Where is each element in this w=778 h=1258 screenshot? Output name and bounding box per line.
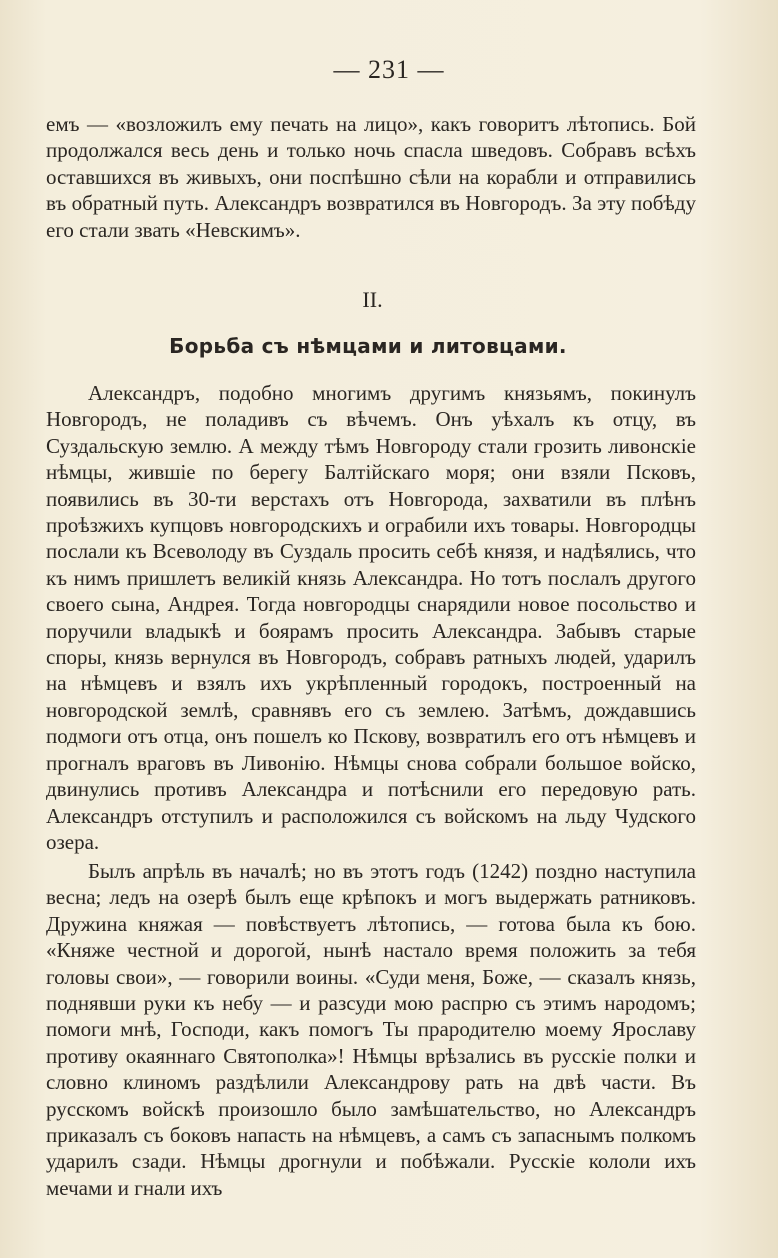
paragraph-text: емъ — «возложилъ ему печать на лицо», какъ говоритъ лѣтопись. Бой продолжался весь день и только ночь спасла шведовъ. Собравъ всѣхъ оставшихся въ живыхъ, они поспѣшно сѣли на корабли и отправились въ обратный путь. Александръ возвратился въ Новгородъ. За эту побѣду его стали звать «Невскимъ». — [46, 112, 696, 242]
paragraph-text: Александръ, подобно многимъ другимъ князьямъ, покинулъ Новгородъ, не поладивъ съ вѣчемъ. Онъ уѣхалъ къ отцу, въ Суздальскую землю. А между тѣмъ Новгороду стали грозить ливонскіе нѣмцы, жившіе по берегу Балтійскаго моря; они взяли Псковъ, появились въ 30-ти верстахъ отъ Новгорода, захватили въ плѣнъ проѣзжихъ купцовъ новгородскихъ и ограбили ихъ товары. Новгородцы послали къ Всеволоду въ Суздаль просить себѣ князя, и надѣялись, что къ нимъ пришлетъ великій князь Александра. Но тотъ послалъ другого своего сына, Андрея. Тогда новгородцы снарядили новое посольство и поручили владыкѣ и боярамъ просить Александра. Забывъ старые споры, князь вернулся въ Новгородъ, собравъ ратныхъ людей, ударилъ на нѣмцевъ и взялъ ихъ укрѣпленный городокъ, построенный на новгородской землѣ, сравнявъ его съ землею. Затѣмъ, дождавшись подмоги отъ отца, онъ пошелъ ко Пскову, возвратилъ его отъ нѣмцевъ и прогналъ враговъ въ Ливонію. Нѣмцы снова собрали большое войско, двинулись противъ Александра и потѣснили его передовую рать. Александръ отступилъ и расположился съ войскомъ на льду Чудского озера. — [46, 381, 696, 854]
paragraph-two — [46, 858, 696, 1201]
paragraph-one — [46, 380, 696, 855]
section-number: II. — [362, 287, 383, 312]
page-number: — 231 — — [333, 55, 445, 84]
continuation-paragraph — [46, 111, 696, 243]
paragraph-text: Былъ апрѣль въ началѣ; но въ этотъ годъ (1242) поздно наступила весна; ледъ на озерѣ былъ еще крѣпокъ и могъ выдержать ратниковъ. Дружина княжая — повѣствуетъ лѣтопись, — готова была къ бою. «Княже честной и дорогой, нынѣ настало время положить за тебя головы свои», — говорили воины. «Суди меня, Боже, — сказалъ князь, поднявши руки къ небу — и разсуди мою распрю съ этимъ народомъ; помоги мнѣ, Господи, какъ помогъ Ты прародителю моему Ярославу противу окаяннаго Святополка»! Нѣмцы врѣзались въ русскіе полки и словно клиномъ раздѣлили Александрову рать на двѣ части. Въ русскомъ войскѣ произошло было замѣшательство, но Александръ приказалъ съ боковъ напасть на нѣмцевъ, а самъ съ запаснымъ полкомъ ударилъ сзади. Нѣмцы дрогнули и побѣжали. Русскіе кололи ихъ мечами и гнали ихъ — [46, 859, 696, 1200]
section-heading: Борьба съ нѣмцами и литовцами. — [169, 334, 567, 358]
